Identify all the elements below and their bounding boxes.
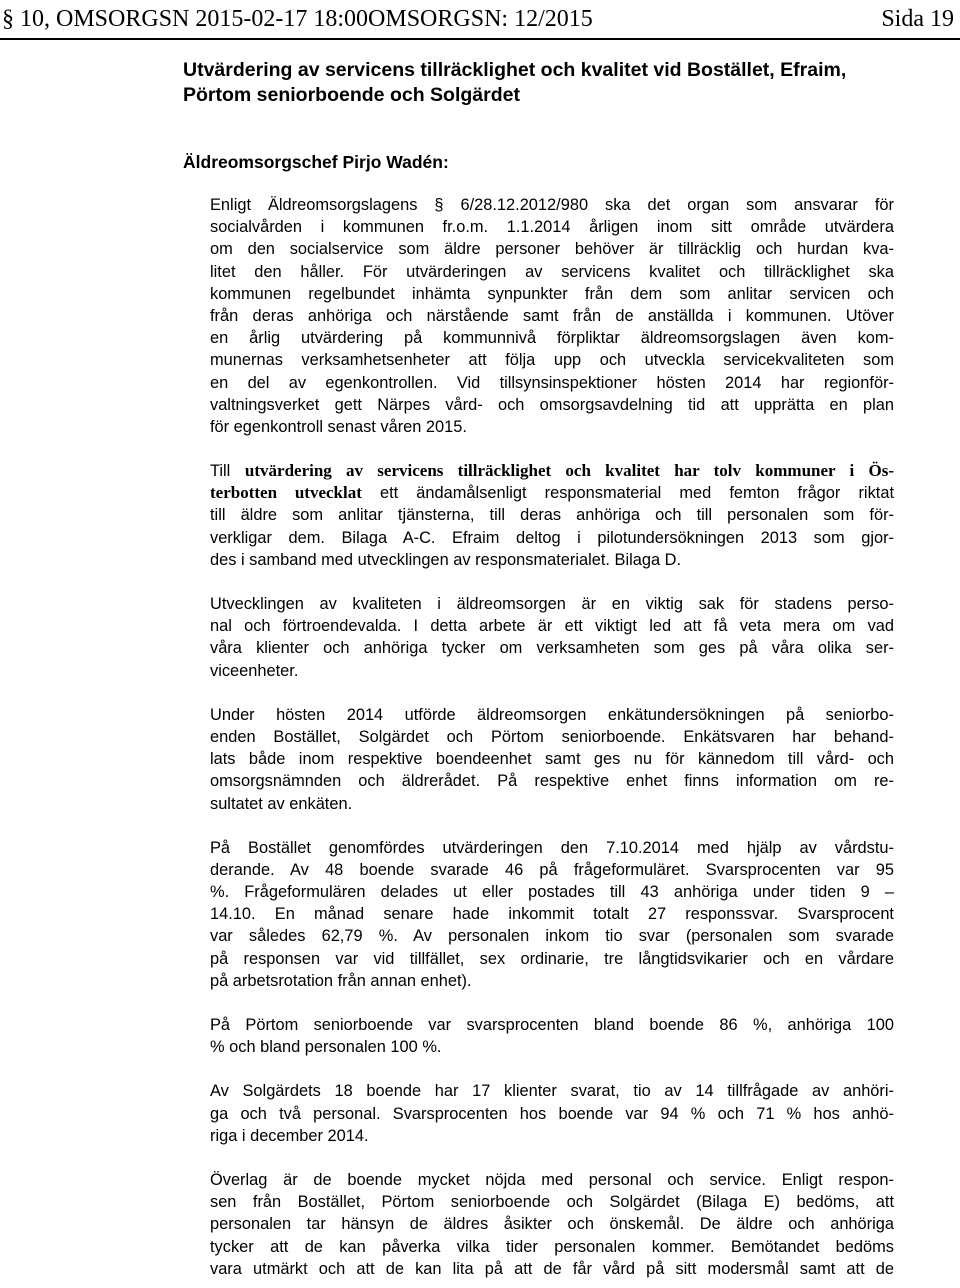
text-line: var således 62,79 %. Av personalen inkom tio svar (personalen som svarade — [210, 927, 894, 946]
text-line: våra klienter och anhöriga tycker om verksamheten som ges på våra olika ser- — [210, 639, 894, 658]
text-line: på arbetsrotation från annan enhet). — [210, 971, 472, 990]
text-line: des i samband med utvecklingen av responsmaterialet. Bilaga D. — [210, 550, 682, 569]
text-line: lats både inom respektive boendeenhet samt ges nu för kännedom till vård- och — [210, 750, 894, 769]
text-line: på responsen var vid tillfället, sex ordinarie, tre långtidsvikarier och en vårdare — [210, 949, 894, 968]
text-run: Till — [210, 462, 245, 481]
text-line: valtningsverket gett Närpes vård- och omsorgsavdelning tid att upprätta en plan — [210, 395, 894, 414]
author-heading: Äldreomsorgschef Pirjo Wadén: — [183, 152, 449, 172]
text-line: På Pörtom seniorboende var svarsprocenten bland boende 86 %, anhöriga 100 — [210, 1016, 894, 1034]
text-line: enden Bostället, Solgärdet och Pörtom seniorboende. Enkätsvaren har behand- — [210, 727, 894, 746]
text-line: sen från Bostället, Pörtom seniorboende och Solgärdet (Bilaga E) bedöms, att — [210, 1193, 894, 1212]
document-body — [210, 194, 894, 1280]
page-header — [0, 2, 960, 40]
text-line: vara utmärkt och att de kan lita på att de får vård på sitt modersmål samt att de — [210, 1259, 894, 1278]
text-line: tycker att de kan påverka vilka tider personalen kommer. Bemötandet bedöms — [210, 1237, 894, 1256]
title-line: Utvärdering av servicens tillräcklighet och kvalitet vid Bostället, Efraim, — [183, 59, 847, 81]
paragraph — [210, 837, 894, 992]
paragraph — [210, 194, 894, 438]
text-line: viceenheter. — [210, 661, 299, 680]
text-line: socialvården i kommunen fr.o.m. 1.1.2014 årligen inom sitt område utvärdera — [210, 218, 894, 237]
text-line — [210, 460, 894, 482]
text-line: sultatet av enkäten. — [210, 794, 353, 813]
text-line: Utvecklingen av kvaliteten i äldreomsorgen är en viktig sak för stadens perso- — [210, 595, 894, 613]
text-line: kommunen regelbundet inhämta synpunkter från dem som anlitar servicen och — [210, 284, 894, 303]
text-line: Överlag är de boende mycket nöjda med personal och service. Enligt respon- — [210, 1170, 894, 1189]
text-line: nal och förtroendevalda. I detta arbete är ett viktigt led att få veta mera om vad — [210, 617, 894, 636]
text-line: verkligar dem. Bilaga A-C. Efraim deltog i pilotundersökningen 2013 som gjor- — [210, 528, 894, 547]
text-line: derande. Av 48 boende svarade 46 på frågeformuläret. Svarsprocenten var 95 — [210, 860, 894, 879]
text-line: en årlig utvärdering på kommunnivå förpliktar äldreomsorgslagen även kom- — [210, 329, 894, 348]
bold-text-run: terbotten utvecklat — [210, 483, 362, 503]
text-line: %. Frågeformulären delades ut eller postades till 43 anhöriga under tiden 9 – — [210, 883, 894, 902]
paragraph — [210, 1169, 894, 1280]
text-line: omsorgsnämnden och äldrerådet. På respektive enhet finns information om re- — [210, 772, 894, 791]
text-line: På Bostället genomfördes utvärderingen den 7.10.2014 med hjälp av vårdstu- — [210, 838, 894, 857]
text-line: riga i december 2014. — [210, 1126, 369, 1145]
paragraph — [210, 460, 894, 571]
bold-text-run: utvärdering av servicens tillräcklighet och kvalitet har tolv kommuner i Ös- — [244, 461, 895, 481]
text-line: Av Solgärdets 18 boende har 17 klienter svarat, tio av 14 tillfrågade av anhöri- — [210, 1082, 894, 1101]
text-run: ett ändamålsenligt responsmaterial med femton frågor riktat — [361, 484, 894, 503]
text-line: från deras anhöriga och närstående samt från de anställda i kommunen. Utöver — [210, 306, 894, 325]
text-line: en del av egenkontrollen. Vid tillsynsinspektioner hösten 2014 har regionför- — [210, 373, 894, 392]
text-line: personalen tar hänsyn de äldres åsikter och önskemål. De äldre och anhöriga — [210, 1215, 894, 1234]
paragraph — [210, 593, 894, 682]
text-line — [210, 482, 894, 504]
text-line: % och bland personalen 100 %. — [210, 1038, 442, 1057]
paragraph — [210, 704, 894, 815]
title-line: Pörtom seniorboende och Solgärdet — [183, 84, 520, 106]
page-number: Sida 19 — [881, 6, 954, 32]
paragraph — [210, 1080, 894, 1147]
text-line: litet den håller. För utvärderingen av servicens kvalitet och tillräcklighet ska — [210, 262, 894, 281]
text-line: 14.10. En månad senare hade inkommit totalt 27 responssvar. Svarsprocent — [210, 905, 894, 924]
text-line: till äldre som anlitar tjänsterna, till deras anhöriga och till personalen som för- — [210, 506, 894, 525]
text-line: munernas verksamhetsenheter att följa upp och utveckla servicekvaliteten som — [210, 351, 894, 370]
text-line: ga och två personal. Svarsprocenten hos boende var 94 % och 71 % hos anhö- — [210, 1104, 894, 1123]
text-line: för egenkontroll senast våren 2015. — [210, 417, 467, 436]
paragraph — [210, 1014, 894, 1058]
text-line: Enligt Äldreomsorgslagens § 6/28.12.2012/980 ska det organ som ansvarar för — [210, 196, 894, 214]
text-line: Under hösten 2014 utförde äldreomsorgen enkätundersökningen på seniorbo- — [210, 705, 894, 724]
text-line: om den socialservice som äldre personer behöver är tillräcklig och hurdan kva- — [210, 240, 894, 259]
document-title — [183, 58, 903, 108]
header-reference: § 10, OMSORGSN 2015-02-17 18:00OMSORGSN: 12/2015 — [2, 6, 593, 32]
